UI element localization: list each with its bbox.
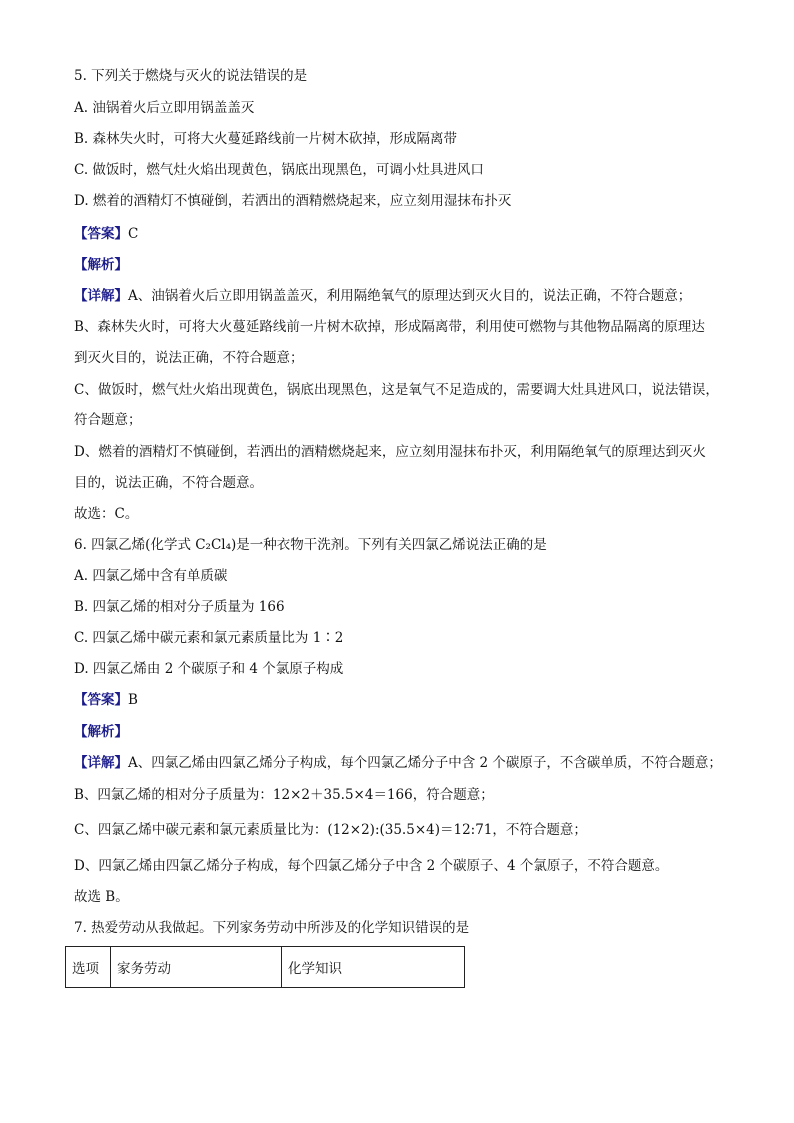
q5-explanation-5: 符合题意； xyxy=(74,412,142,428)
answer-value: C xyxy=(128,226,139,242)
analysis-tag: 【解析】 xyxy=(74,257,128,273)
detail-tag: 【详解】 xyxy=(74,288,128,304)
answer-tag: 【答案】 xyxy=(74,226,128,242)
q5-option-c: C. 做饭时，燃气灶火焰出现黄色，锅底出现黑色，可调小灶具进风口 xyxy=(74,162,484,178)
q5-analysis-heading xyxy=(74,257,734,273)
answer-tag: 【答案】 xyxy=(74,692,128,708)
q6-analysis-heading xyxy=(74,724,734,740)
q6-explanation-1: 【详解】A、四氯乙烯由四氯乙烯分子构成，每个四氯乙烯分子中含 2 个碳原子，不含碳单质，不符合题意； xyxy=(74,755,722,771)
table-header-chore: 家务劳动 xyxy=(111,947,282,988)
q6-explanation-4: D、四氯乙烯由四氯乙烯分子构成，每个四氯乙烯分子中含 2 个碳原子、4 个氯原子，不符合题意。 xyxy=(74,858,669,874)
q5-stem: 5. 下列关于燃烧与灭火的说法错误的是 xyxy=(74,68,308,84)
answer-value: B xyxy=(128,692,138,708)
q7-table xyxy=(65,946,465,988)
q5-explanation-7: 目的，说法正确，不符合题意。 xyxy=(74,475,263,491)
analysis-tag: 【解析】 xyxy=(74,724,128,740)
q6-conclusion: 故选 B。 xyxy=(74,889,129,905)
q5-option-a: A. 油锅着火后立即用锅盖盖灭 xyxy=(74,100,255,116)
q6-option-a: A. 四氯乙烯中含有单质碳 xyxy=(74,568,228,584)
q6-option-b: B. 四氯乙烯的相对分子质量为 166 xyxy=(74,599,285,615)
table-header-option: 选项 xyxy=(66,947,111,988)
q6-answer xyxy=(74,692,734,708)
detail-tag: 【详解】 xyxy=(74,755,128,771)
table-header-row xyxy=(66,947,465,988)
q5-explanation-2: B、森林失火时，可将大火蔓延路线前一片树木砍掉，形成隔离带，利用使可燃物与其他物品隔离的原理达 xyxy=(74,319,705,335)
q6-explanation-3: C、四氯乙烯中碳元素和氯元素质量比为：(12×2):(35.5×4)＝12:71，不符合题意； xyxy=(74,822,587,838)
q7-stem: 7. 热爱劳动从我做起。下列家务劳动中所涉及的化学知识错误的是 xyxy=(74,920,470,936)
q6-explanation-2: B、四氯乙烯的相对分子质量为：12×2＋35.5×4＝166，符合题意； xyxy=(74,787,494,803)
q5-option-d: D. 燃着的酒精灯不慎碰倒，若洒出的酒精燃烧起来，应立刻用湿抹布扑灭 xyxy=(74,193,512,209)
q6-option-c: C. 四氯乙烯中碳元素和氯元素质量比为 1∶2 xyxy=(74,630,344,646)
q6-option-d: D. 四氯乙烯由 2 个碳原子和 4 个氯原子构成 xyxy=(74,661,344,677)
q5-explanation-6: D、燃着的酒精灯不慎碰倒，若洒出的酒精燃烧起来，应立刻用湿抹布扑灭，利用隔绝氧气的原理达到灭火 xyxy=(74,444,706,460)
q5-explanation-1: 【详解】A、油锅着火后立即用锅盖盖灭，利用隔绝氧气的原理达到灭火目的，说法正确，不符合题意； xyxy=(74,288,692,304)
q5-answer xyxy=(74,226,734,242)
q6-stem: 6. 四氯乙烯(化学式 C₂Cl₄)是一种衣物干洗剂。下列有关四氯乙烯说法正确的是 xyxy=(74,537,547,553)
q5-conclusion: 故选：C。 xyxy=(74,506,139,522)
table-header-knowledge: 化学知识 xyxy=(282,947,465,988)
q5-explanation-3: 到灭火目的，说法正确，不符合题意； xyxy=(74,350,304,366)
q5-option-b: B. 森林失火时，可将大火蔓延路线前一片树木砍掉，形成隔离带 xyxy=(74,131,458,147)
q5-explanation-4: C、做饭时，燃气灶火焰出现黄色，锅底出现黑色，这是氧气不足造成的，需要调大灶具进风口，说法错误， xyxy=(74,382,719,398)
